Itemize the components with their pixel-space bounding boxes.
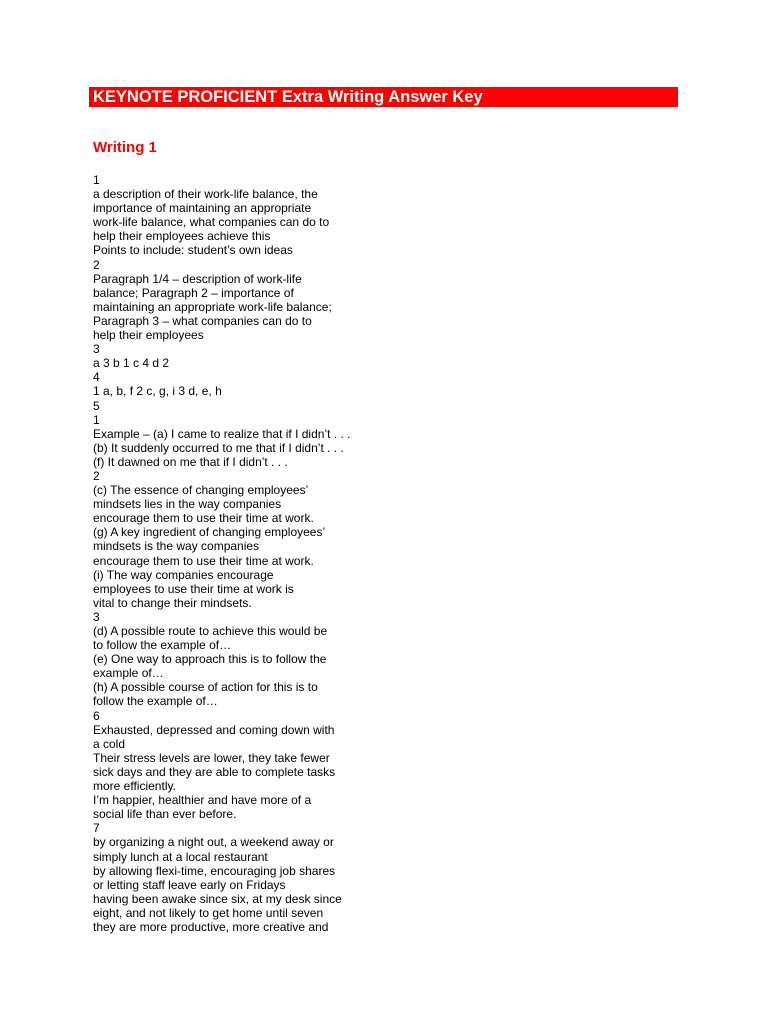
body-line: 1 a, b, f 2 c, g, i 3 d, e, h: [93, 384, 222, 399]
body-line: sick days and they are able to complete tasks: [93, 764, 336, 779]
body-line: 2: [93, 468, 100, 483]
body-line: help their employees: [93, 328, 204, 343]
body-line: having been awake since six, at my desk since: [93, 891, 342, 906]
body-line: eight, and not likely to get home until seven: [93, 905, 324, 920]
body-line: vital to change their mindsets.: [93, 595, 252, 610]
body-line: or letting staff leave early on Fridays: [93, 877, 286, 892]
body-line: mindsets lies in the way companies: [93, 497, 282, 512]
section-heading: Writing 1: [93, 139, 157, 156]
body-line: (f) It dawned on me that if I didn’t . . .: [93, 454, 288, 469]
body-line: 3: [93, 342, 100, 357]
body-line: by organizing a night out, a weekend away or: [93, 835, 334, 850]
body-line: I’m happier, healthier and have more of a: [93, 793, 312, 808]
body-line: encourage them to use their time at work.: [93, 511, 314, 526]
body-line: Their stress levels are lower, they take fewer: [93, 750, 330, 765]
body-line: (d) A possible route to achieve this would be: [93, 624, 328, 638]
body-line: Points to include: student’s own ideas: [93, 243, 293, 258]
body-line: encourage them to use their time at work.: [93, 553, 314, 568]
body-line: Paragraph 1/4 – description of work-life: [93, 271, 302, 286]
answer-key-body: [93, 173, 393, 934]
body-line: a 3 b 1 c 4 d 2: [93, 356, 170, 371]
body-line: social life than ever before.: [93, 807, 237, 822]
body-line: 4: [93, 370, 100, 385]
body-line: (c) The essence of changing employees’: [93, 483, 309, 498]
body-line: (b) It suddenly occurred to me that if I didn’t . . .: [93, 440, 344, 455]
body-line: 2: [93, 257, 100, 272]
body-line: by allowing flexi-time, encouraging job shares: [93, 863, 336, 878]
title-banner: [89, 87, 678, 107]
body-line: 3: [93, 609, 100, 624]
body-line: help their employees achieve this: [93, 229, 271, 244]
body-line: importance of maintaining an appropriate: [93, 201, 312, 216]
document-title: KEYNOTE PROFICIENT Extra Writing Answer Key: [93, 88, 483, 106]
body-line: 1: [93, 173, 100, 187]
body-line: (e) One way to approach this is to follow the: [93, 652, 327, 667]
body-line: simply lunch at a local restaurant: [93, 849, 268, 864]
body-line: maintaining an appropriate work-life balance;: [93, 299, 332, 314]
body-line: balance; Paragraph 2 – importance of: [93, 285, 294, 300]
body-line: more efficiently.: [93, 779, 176, 794]
body-line: (i) The way companies encourage: [93, 567, 274, 582]
body-line: 7: [93, 821, 100, 836]
body-line: Example – (a) I came to realize that if I didn’t . . .: [93, 426, 351, 441]
body-line: they are more productive, more creative and: [93, 919, 329, 934]
body-line: to follow the example of…: [93, 638, 232, 653]
body-line: a description of their work-life balance, the: [93, 187, 318, 202]
body-line: 1: [93, 412, 100, 427]
body-line: mindsets is the way companies: [93, 539, 260, 554]
body-line: 5: [93, 398, 100, 413]
body-line: (g) A key ingredient of changing employees’: [93, 525, 326, 540]
body-line: employees to use their time at work is: [93, 581, 294, 596]
body-line: 6: [93, 708, 100, 723]
body-line: Paragraph 3 – what companies can do to: [93, 313, 312, 328]
body-line: Exhausted, depressed and coming down with: [93, 722, 335, 737]
body-line: work-life balance, what companies can do to: [93, 215, 330, 230]
body-line: example of…: [93, 666, 164, 681]
body-line: (h) A possible course of action for this is to: [93, 680, 318, 695]
body-line: a cold: [93, 736, 126, 751]
body-line: follow the example of…: [93, 694, 218, 709]
